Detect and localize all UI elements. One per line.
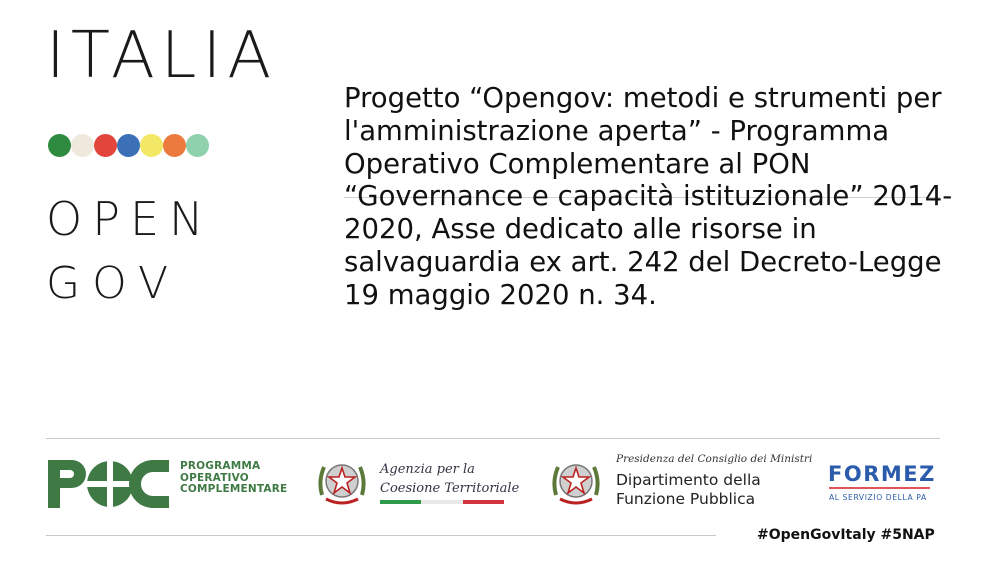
formez-underline [829, 487, 930, 489]
dot-mint [186, 134, 209, 157]
italian-flag-bar [380, 500, 504, 504]
italia-title: ITALIA [46, 19, 278, 93]
poc-label [180, 461, 287, 496]
dot-red [94, 134, 117, 157]
open-wordmark: OPEN [46, 192, 214, 246]
project-description: Progetto “Opengov: metodi e strumenti per l'amministrazione aperta” - Programma Operativo Complementare al PON “Governance e capacità istituzionale” 2014-2020, Asse dedicato alle risorse in salvaguardia ex art. 242 del Decreto-Legge 19 maggio 2020 n. 34. [344, 82, 953, 311]
divider-bottom [46, 535, 716, 536]
dot-orange [163, 134, 186, 157]
poc-line-1: PROGRAMMA [180, 460, 261, 472]
dipartimento-line-1: Dipartimento della [616, 471, 761, 489]
color-dots [48, 134, 218, 158]
dot-yellow [140, 134, 163, 157]
divider-middle [46, 438, 940, 439]
dot-cream [71, 134, 94, 157]
formez-tagline: AL SERVIZIO DELLA PA [829, 493, 927, 502]
poc-line-2: OPERATIVO [180, 471, 249, 484]
dot-blue [117, 134, 140, 157]
dipartimento-label [616, 471, 761, 509]
italian-emblem-icon [316, 455, 368, 509]
gov-wordmark: GOV [46, 258, 181, 309]
hashtags: #OpenGovItaly #5NAP [757, 527, 935, 543]
italian-emblem-icon-2 [550, 455, 602, 509]
dot-green [48, 134, 71, 157]
formez-logo: FORMEZ [828, 462, 936, 486]
poc-line-3: COMPLEMENTARE [180, 483, 288, 495]
presidenza-label: Presidenza del Consiglio dei Ministri [616, 453, 813, 465]
agenzia-line-2: Coesione Territoriale [380, 481, 520, 496]
poc-logo-icon [46, 456, 171, 512]
dipartimento-line-2: Funzione Pubblica [616, 490, 756, 508]
agenzia-line-1: Agenzia per la [380, 462, 475, 477]
